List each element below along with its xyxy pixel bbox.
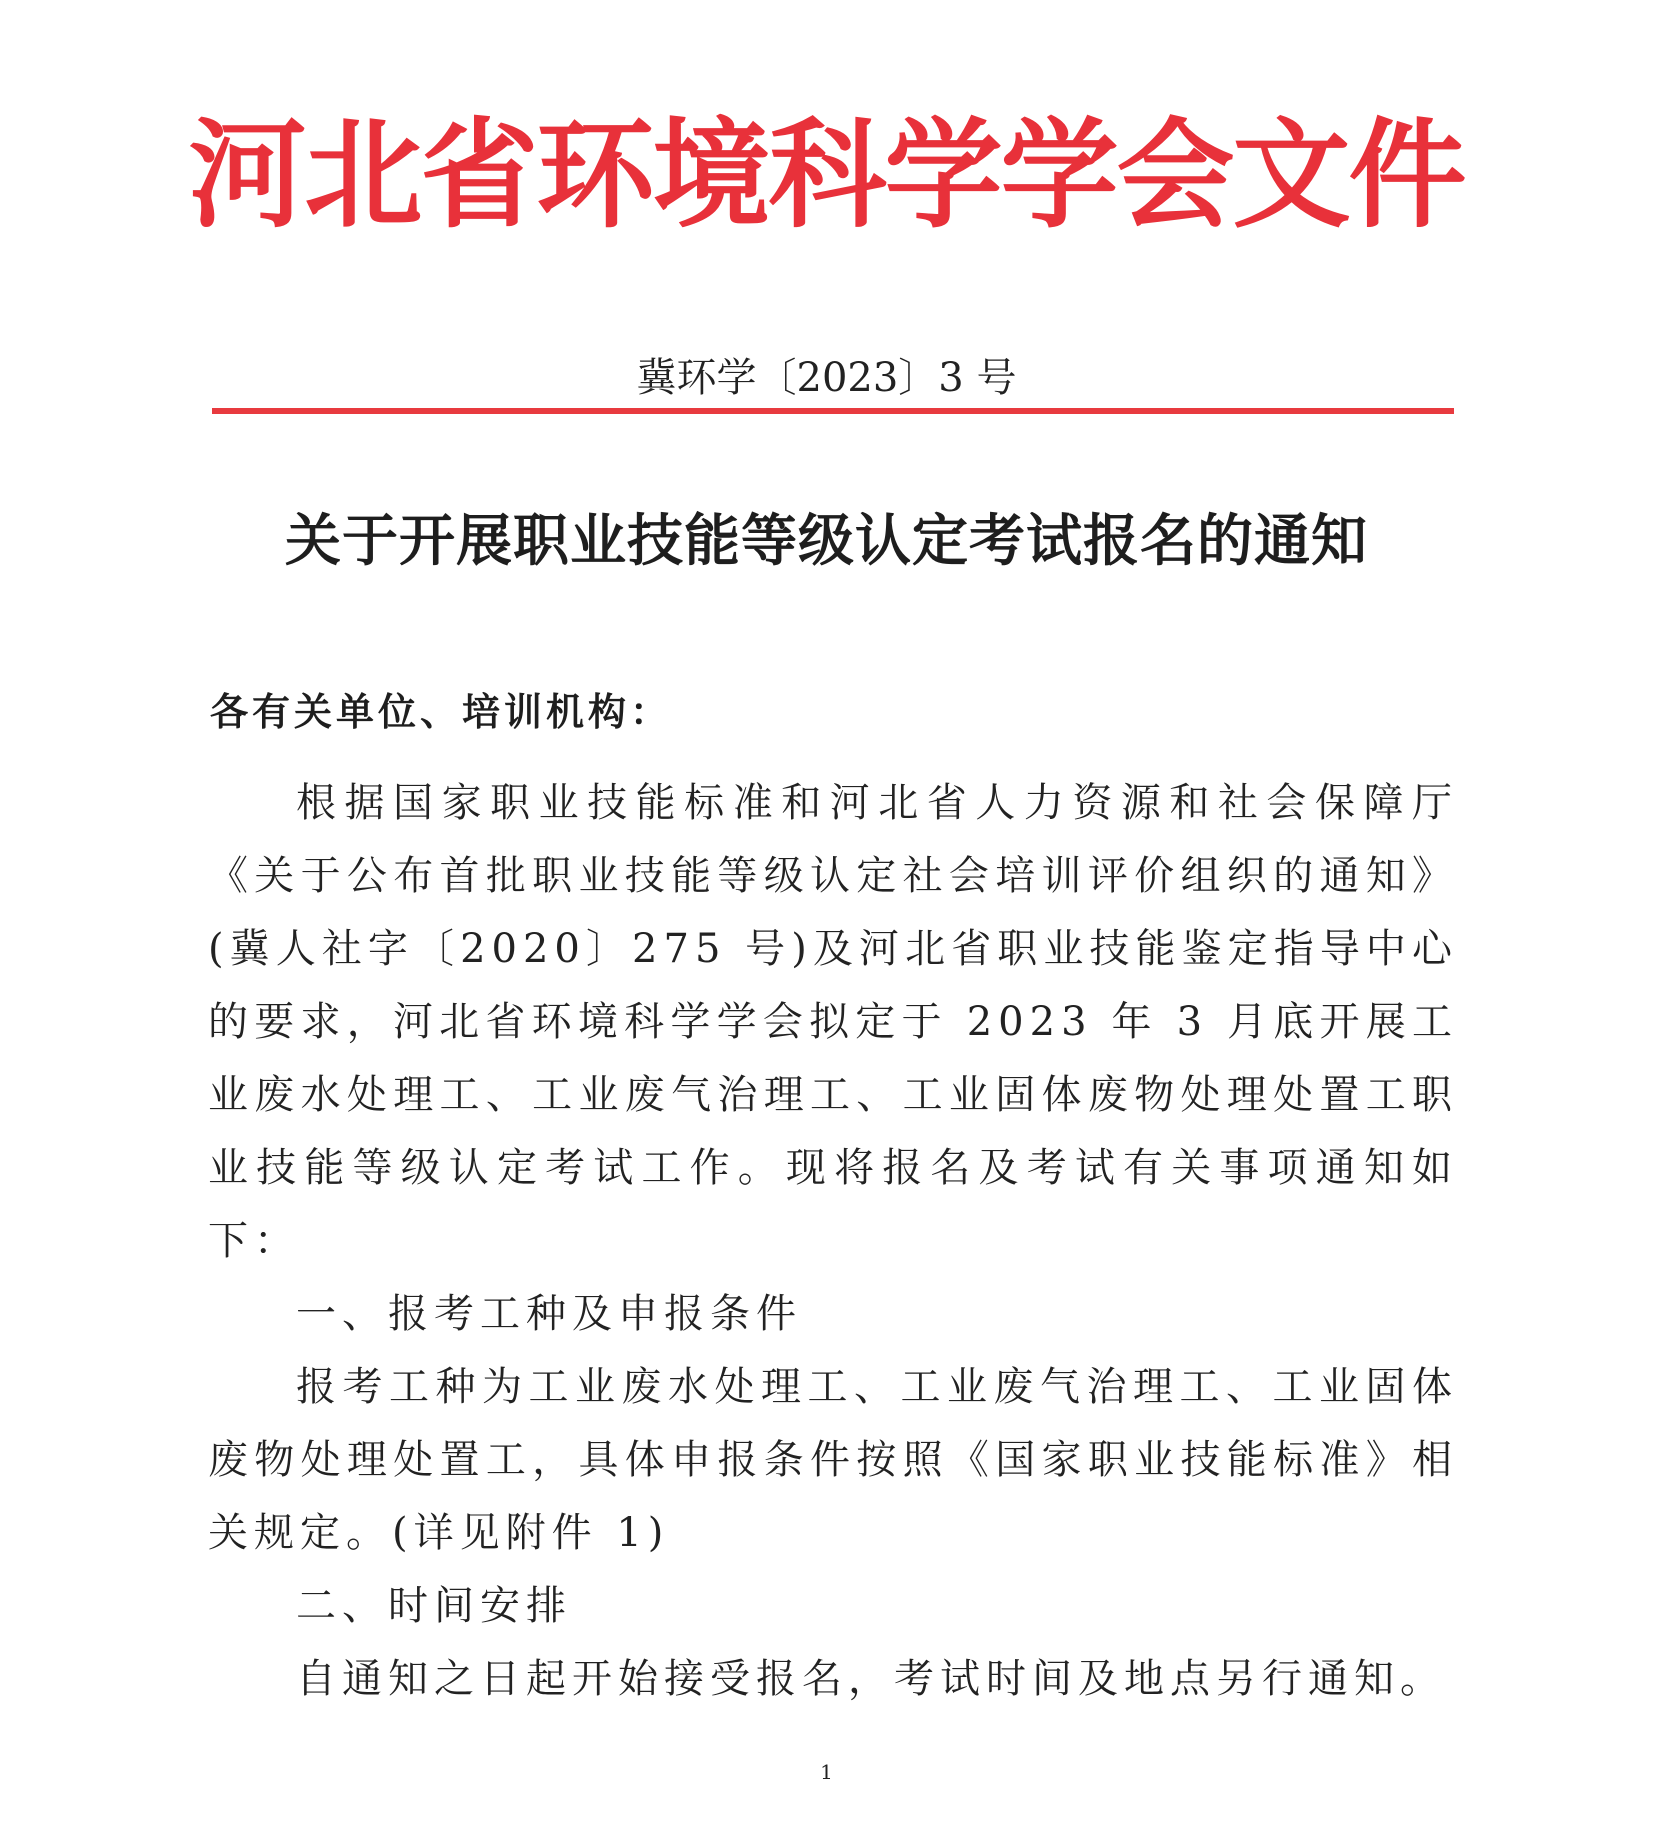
notice-body bbox=[208, 767, 1458, 1716]
notice-title: 关于开展职业技能等级认定考试报名的通知 bbox=[285, 509, 1368, 574]
document-number: 冀环学〔2023〕3 号 bbox=[636, 355, 1017, 401]
salutation: 各有关单位、培训机构： bbox=[210, 690, 673, 734]
section-heading-1: 一、报考工种及申报条件 bbox=[296, 1291, 802, 1337]
body-paragraph-conditions: 报考工种为工业废水处理工、工业废气治理工、工业固体废物处理处置工，具体申报条件按照《国家职业技能标准》相关规定。(详见附件 1) bbox=[208, 1364, 1458, 1556]
document-masthead: 河北省环境科学学会文件 bbox=[188, 105, 1465, 244]
body-paragraph-schedule: 自通知之日起开始接受报名，考试时间及地点另行通知。 bbox=[296, 1656, 1446, 1702]
red-divider-line bbox=[212, 408, 1454, 414]
page-number: 1 bbox=[820, 1760, 833, 1784]
section-heading-2: 二、时间安排 bbox=[296, 1583, 572, 1629]
body-paragraph-intro: 根据国家职业技能标准和河北省人力资源和社会保障厅《关于公布首批职业技能等级认定社会培训评价组织的通知》(冀人社字〔2020〕275 号)及河北省职业技能鉴定指导中心的要求，河北省环境科学学会拟定于 2023 年 3 月底开展工业废水处理工、工业废气治理工、工业固体废物处理处置工职业技能等级认定考试工作。现将报名及考试有关事项通知如下： bbox=[208, 780, 1458, 1264]
